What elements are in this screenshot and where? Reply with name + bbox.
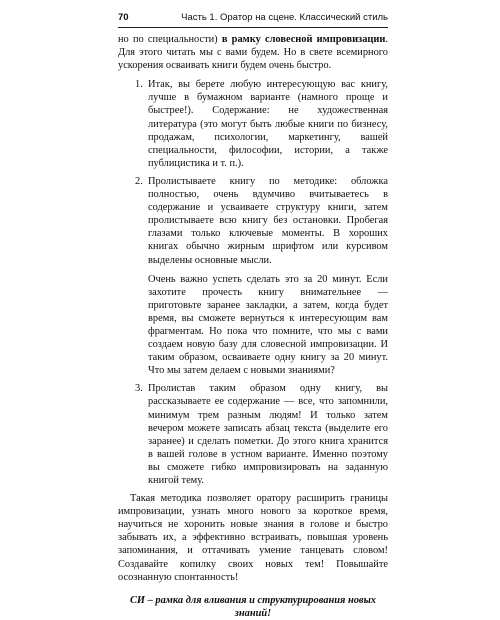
list-item [118,175,388,377]
list-item [118,382,388,487]
list-item [118,78,388,170]
page-body [118,33,388,620]
page-number: 70 [118,12,129,23]
intro-bold-phrase: в рамку словесной импровизации [221,34,386,45]
step-number: 1. [135,79,143,91]
closing-paragraph: Такая методика позволяет оратору расширить границы импровизации, узнать много нового за короткое время, научиться не хоронить новые знания в голове и быстро забывать их, а эффективно встраивать, повышая уровень запоминания, и оттачивать умение танцевать словом! Создавайте копилку своих новых тем! Повышайте осознанную спонтанность! [118,493,388,583]
step-text: Пролистав таким образом одну книгу, вы рассказываете ее содержание — все, что запомнили, минимум трем разным людям! И только затем вечером можете записать абзац текста (выделите его заранее) и сделать пометки. До этого книга хранится в вашей голове в устном варианте. Именно поэтому вы сможете гибко импровизировать на заданную книгой тему. [148,383,388,486]
step-extra-text: Очень важно успеть сделать это за 20 минут. Если захотите прочесть книгу внимательнее — приготовьте заранее закладки, а затем, когда будет время, вы сможете вернуться к интересующим вам фрагментам. Но пока что помните, что мы с вами создаем новую базу для словесной импровизации. И таким образом, осваиваете одну книгу за 20 минут. Что мы затем делаем с новыми знаниями? [148,273,388,377]
step-number: 3. [135,383,143,395]
method-steps-list [118,78,388,487]
intro-paragraph [118,33,388,72]
intro-text-start: но по специальности) [118,34,222,45]
intro-text-end: . Для этого читать мы с вами будем. Но в свете всемирного ускорения осваивать книги будем очень быстро. [118,34,388,72]
step-text: Пролистываете книгу по методике: обложка полностью, очень вдумчиво вчитываетесь в содержание и усваиваете структуру книги, затем пролистываете всю книгу без остановки. Пробегая глазами только ключевые моменты. В хороших книгах обычно жирным шрифтом или курсивом выделены основные мысли. [148,175,388,266]
tagline: СИ – рамка для вливания и структурирования новых знаний! [130,594,376,619]
step-text: Итак, вы берете любую интересующую вас книгу, лучше в бумажном варианте (намного проще и быстрее!). Содержание: не художественная литература (это могут быть любые книги по бизнесу, продажам, психологии, маркетингу, вашей специальности, философии, истории, а также публицистика и т. п.). [148,79,388,169]
running-title: Часть 1. Оратор на сцене. Классический стиль [181,12,388,23]
page-header [118,11,388,28]
step-number: 2. [135,175,143,187]
